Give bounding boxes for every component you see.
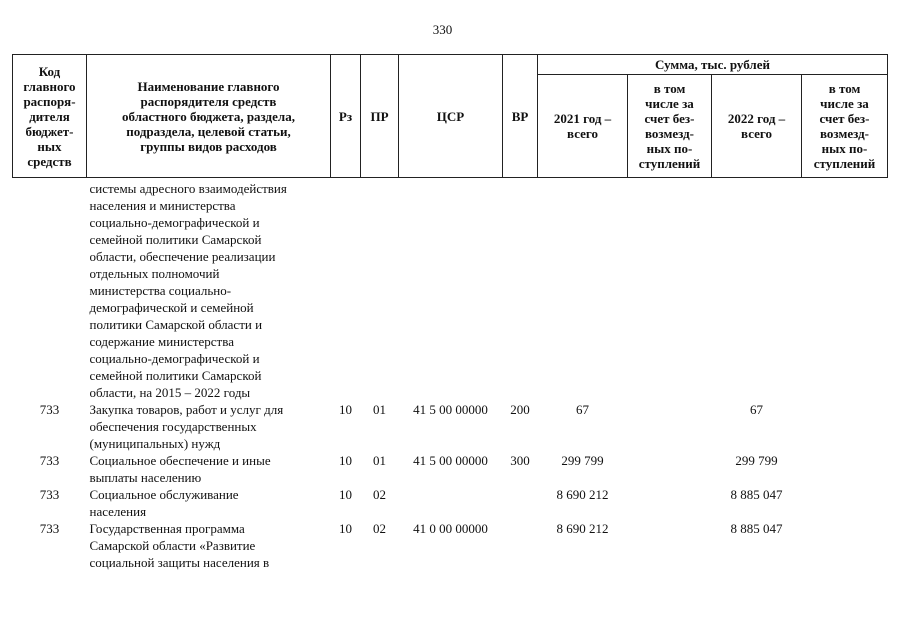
cell-pr — [361, 178, 399, 402]
cell-2021-total: 299 799 — [561, 453, 604, 468]
table-row — [13, 520, 888, 571]
cell-pr: 01 — [373, 453, 386, 468]
cell-vr — [503, 486, 538, 520]
cell-rz: 10 — [339, 487, 352, 502]
cell-name: Государственная программа Самарской области «Развитие социальной защиты населения в — [89, 521, 270, 570]
table-body — [13, 178, 888, 572]
header-2021-free: в том числе за счет без- возмезд- ных по- ступлений — [628, 75, 712, 178]
cell-csr: 41 5 00 00000 — [413, 453, 488, 468]
header-pr: ПР — [361, 55, 399, 178]
cell-code — [13, 178, 87, 402]
cell-code: 733 — [39, 521, 60, 536]
cell-2022-free — [802, 178, 888, 402]
cell-2022-free — [802, 486, 888, 520]
cell-2022-total: 8 885 047 — [730, 487, 783, 502]
header-vr: ВР — [503, 55, 538, 178]
budget-table — [12, 54, 888, 571]
cell-2021-free — [628, 401, 712, 452]
page-number: 330 — [432, 22, 453, 37]
cell-csr — [399, 486, 503, 520]
cell-vr — [503, 178, 538, 402]
header-code: Код главного распоря- дителя бюджет- ных средств — [13, 55, 87, 178]
cell-csr — [399, 178, 503, 402]
cell-2021-total: 8 690 212 — [556, 487, 609, 502]
cell-2022-total — [712, 178, 802, 402]
table-row — [13, 178, 888, 402]
cell-2021-free — [628, 178, 712, 402]
cell-name: системы адресного взаимодействия населения и министерства социально-демографической и семейной политики Самарской области, обеспечение реализации отдельных полномочий министерства социально- демографической и семейной политики Самарской области и содержание министерства социально-демографической и семейной политики Самарской области, на 2015 – 2022 годы — [89, 181, 287, 400]
cell-2022-free — [802, 520, 888, 571]
cell-code: 733 — [39, 453, 60, 468]
cell-vr: 200 — [510, 402, 530, 417]
cell-csr: 41 5 00 00000 — [413, 402, 488, 417]
cell-2022-free — [802, 401, 888, 452]
cell-csr: 41 0 00 00000 — [413, 521, 488, 536]
header-2022-total: 2022 год – всего — [712, 75, 802, 178]
cell-pr: 02 — [373, 521, 386, 536]
cell-rz: 10 — [339, 402, 352, 417]
cell-2021-free — [628, 452, 712, 486]
cell-vr: 300 — [510, 453, 530, 468]
cell-name: Закупка товаров, работ и услуг для обеспечения государственных (муниципальных) нужд — [89, 402, 284, 451]
cell-2022-free — [802, 452, 888, 486]
cell-rz: 10 — [339, 521, 352, 536]
header-2021-total: 2021 год – всего — [538, 75, 628, 178]
cell-code: 733 — [39, 402, 60, 417]
cell-2021-free — [628, 486, 712, 520]
cell-code: 733 — [39, 487, 60, 502]
cell-rz — [331, 178, 361, 402]
table-header — [13, 55, 888, 178]
table-row — [13, 486, 888, 520]
cell-name: Социальное обеспечение и иные выплаты населению — [89, 453, 271, 485]
cell-pr: 01 — [373, 402, 386, 417]
cell-2021-free — [628, 520, 712, 571]
cell-vr — [503, 520, 538, 571]
cell-2021-total: 8 690 212 — [556, 521, 609, 536]
table-row — [13, 401, 888, 452]
header-2022-free: в том числе за счет без- возмезд- ных по- ступлений — [802, 75, 888, 178]
header-name: Наименование главного распорядителя средств областного бюджета, раздела, подраздела, целевой статьи, группы видов расходов — [87, 55, 331, 178]
cell-2022-total: 299 799 — [735, 453, 778, 468]
cell-2022-total: 67 — [750, 402, 763, 417]
header-sum-group: Сумма, тыс. рублей — [538, 55, 888, 75]
header-rz: Рз — [331, 55, 361, 178]
cell-2021-total: 67 — [576, 402, 589, 417]
header-csr: ЦСР — [399, 55, 503, 178]
cell-pr: 02 — [373, 487, 386, 502]
cell-rz: 10 — [339, 453, 352, 468]
cell-2022-total: 8 885 047 — [730, 521, 783, 536]
cell-name: Социальное обслуживание населения — [89, 487, 239, 519]
table-row — [13, 452, 888, 486]
cell-2021-total — [538, 178, 628, 402]
